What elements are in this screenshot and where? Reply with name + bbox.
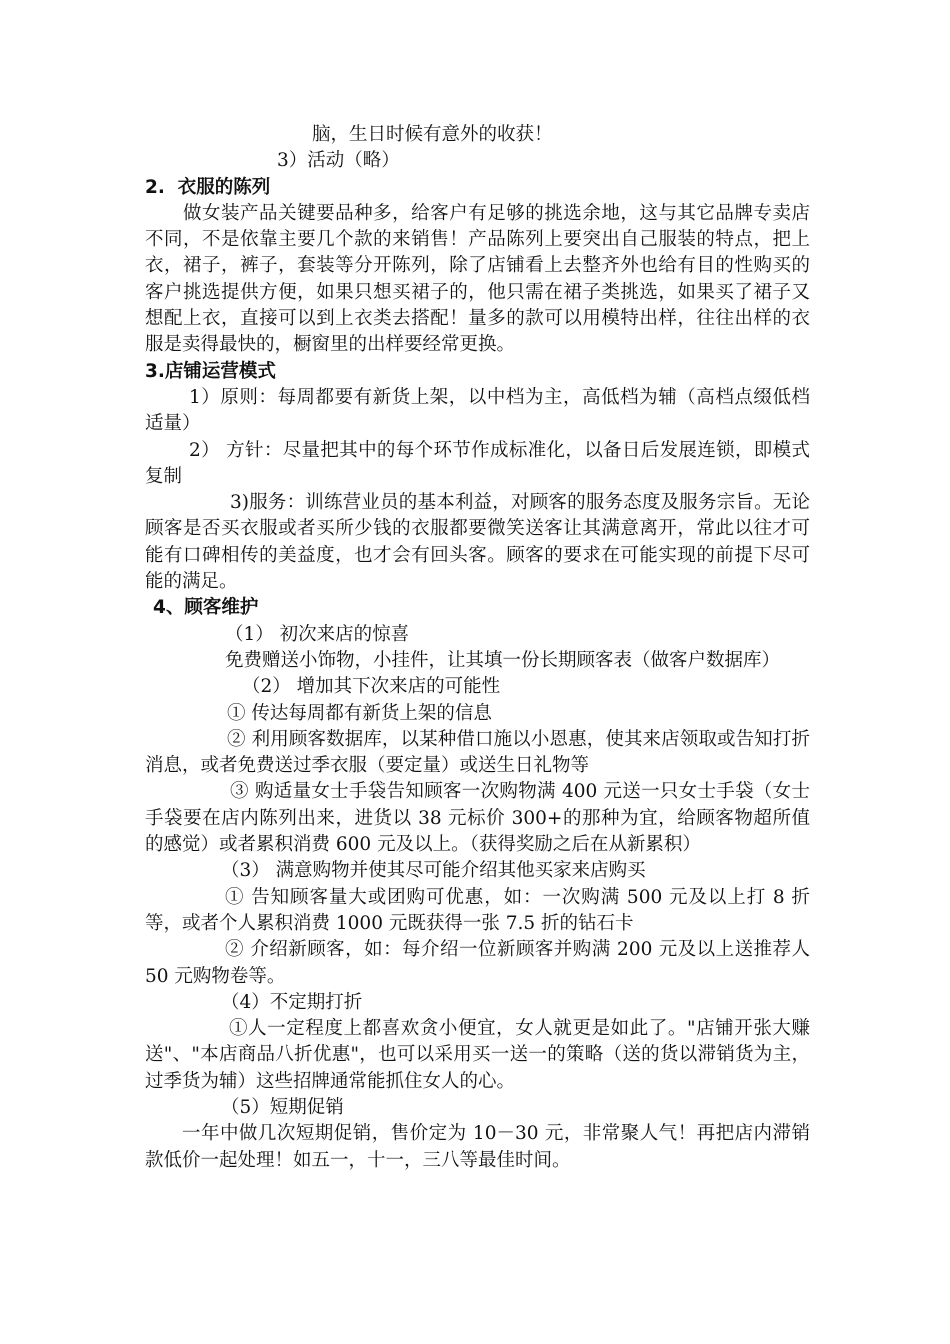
continuation-line-1: 脑，生日时候有意外的收获！: [312, 124, 553, 145]
subsection-3-item-2: ② 介绍新顾客，如：每介绍一位新顾客并购满 200 元及以上送推荐人 50 元购物卷等。: [145, 939, 816, 987]
subsection-2-item-2: ② 利用顾客数据库，以某种借口施以小恩惠，使其来店领取或告知打折消息，或者免费送过季衣服（要定量）或送生日礼物等: [145, 728, 810, 777]
subsection-2-item-3: ③ 购适量女士手袋告知顾客一次购物满 400 元送一只女士手袋（女士手袋要在店内陈列出来，进货以 38 元标价 300+的那种为宜，给顾客物超所值的感觉）或者累积消费 600 元及以上。（获得奖励之后在从新累积）: [145, 781, 810, 856]
subsection-3-title: （3） 满意购物并使其尽可能介绍其他买家来店购买: [221, 860, 646, 882]
subsection-2-title: （2） 增加其下次来店的可能性: [242, 676, 501, 698]
section-3-principle: 1）原则：每周都要有新货上架，以中档为主，高低档为辅（高档点缀低档适量）: [145, 386, 810, 435]
section-3-service: 3)服务：训练营业员的基本利益，对顾客的服务态度及服务宗旨。无论顾客是否买衣服或者买所少钱的衣服都要微笑送客让其满意离开，常此以往才可能有口碑相传的美益度，也才会有回头客。顾客的要求在可能实现的前提下尽可能的满足。: [145, 492, 810, 593]
subsection-1-title: （1） 初次来店的惊喜: [225, 623, 410, 645]
subsection-5-title: （5）短期促销: [221, 1096, 344, 1118]
document-page: [145, 122, 816, 1174]
section-3-policy: 2） 方针：尽量把其中的每个环节作成标准化，以备日后发展连锁，即模式复制: [145, 439, 810, 487]
section-4-heading: 4、顾客维护: [153, 597, 259, 619]
subsection-5-text: 一年中做几次短期促销，售价定为 10－30 元，非常聚人气！再把店内滞销款低价一起处理！如五一，十一，三八等最佳时间。: [145, 1123, 810, 1171]
activity-item: 3）活动（略）: [277, 150, 400, 172]
subsection-3-item-1: ① 告知顾客量大或团购可优惠，如：一次购满 500 元及以上打 8 折等，或者个人累积消费 1000 元既获得一张 7.5 折的钻石卡: [145, 886, 810, 934]
subsection-1-text: 免费赠送小饰物，小挂件，让其填一份长期顾客表（做客户数据库）: [225, 649, 781, 671]
section-2-paragraph: 做女装产品关键要品种多，给客户有足够的挑选余地，这与其它品牌专卖店不同，不是依靠主要几个款的来销售！产品陈列上要突出自己服装的特点，把上衣，裙子，裤子，套装等分开陈列，除了店铺看上去整齐外也给有目的性购买的客户挑选提供方便，如果只想买裙子的，他只需在裙子类挑选，如果买了裙子又想配上衣，直接可以到上衣类去搭配！量多的款可以用模特出样，往往出样的衣服是卖得最快的，橱窗里的出样要经常更换。: [145, 202, 810, 356]
section-2-heading: 2. 衣服的陈列: [145, 176, 271, 198]
section-3-heading: 3.店铺运营模式: [145, 360, 276, 382]
subsection-4-item-1: ①人一定程度上都喜欢贪小便宜，女人就更是如此了。"店铺开张大赚送"、"本店商品八折优惠"，也可以采用买一送一的策略（送的货以滞销货为主，过季货为辅）这些招牌通常能抓住女人的心。: [145, 1018, 810, 1092]
subsection-4-title: （4）不定期打折: [221, 991, 363, 1013]
subsection-2-item-1: ① 传达每周都有新货上架的信息: [227, 702, 492, 724]
